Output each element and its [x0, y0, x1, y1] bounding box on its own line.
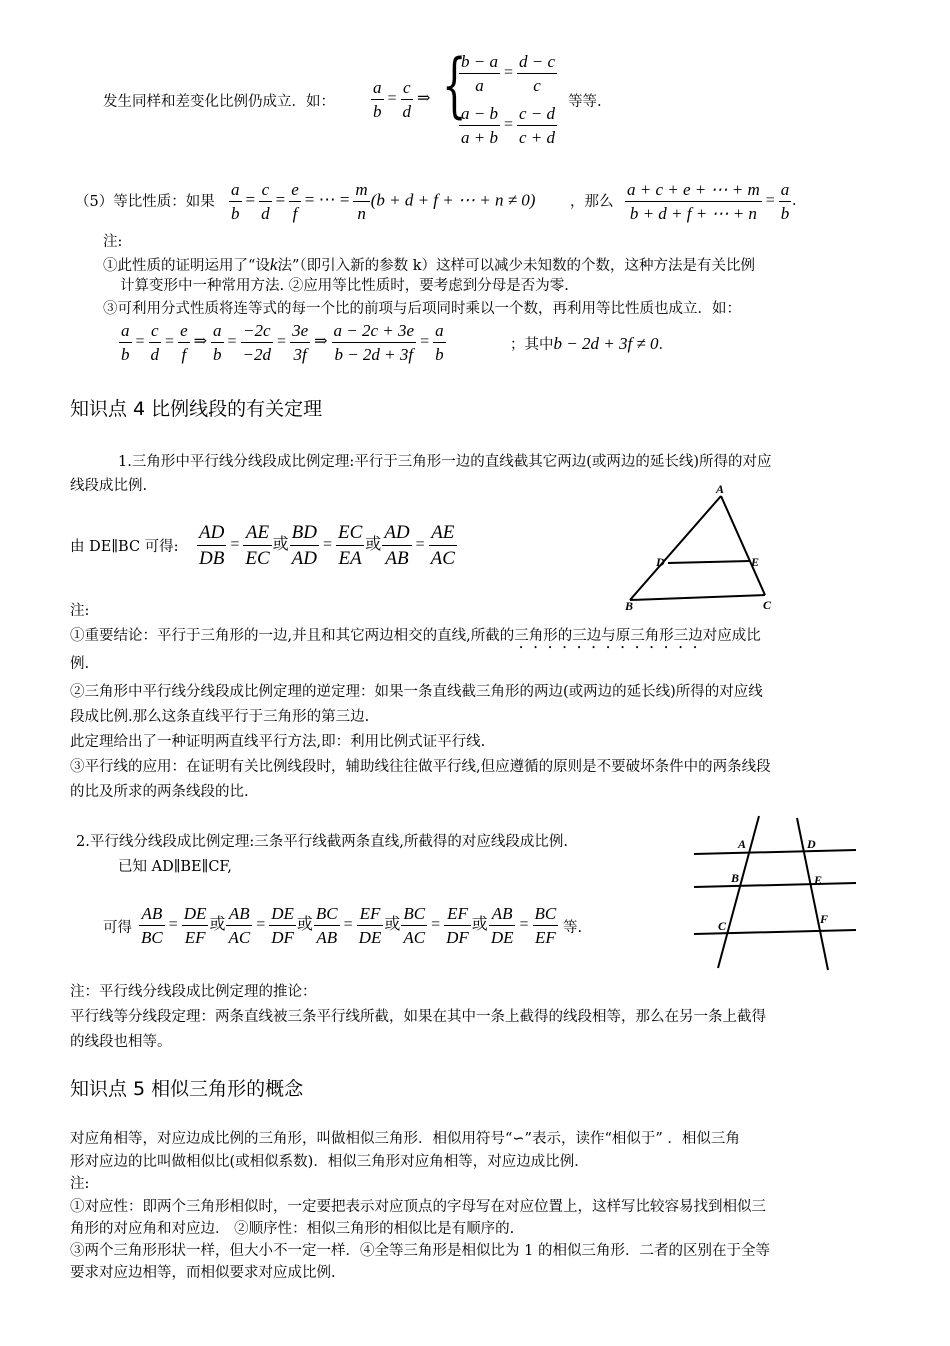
section4-note2: ②三角形中平行线分线段成比例定理的逆定理：如果一条直线截三角形的两边(或两边的延长线)所得的对应线 — [70, 684, 763, 700]
triangle-label-c: C — [763, 598, 772, 612]
theorem1-text: 1.三角形中平行线分线段成比例定理:平行于三角形一边的直线截其它两边(或两边的延长线)所得的对应 — [118, 454, 772, 470]
theorem1-formula: $\frac{AD}{DB}$ = $\frac{AE}{EC}$ 或 $\frac{BD}{AD}$ = $\frac{EC}{EA}$ 或 $\frac{AD}{AB}$ = $\frac{AE}{AC}$ — [199, 522, 455, 569]
triangle-label-b: B — [625, 599, 634, 613]
corollary-line2: 的线段也相等。 — [70, 1034, 172, 1050]
triangle-side-bc — [630, 595, 765, 600]
triangle-label-e: E — [751, 555, 760, 569]
section4-note1: ①重要结论：平行于三角形的一边,并且和其它两边相交的直线,所截的三角形的三边与原三角形三边对应成比 — [70, 628, 761, 644]
prop5-where: ；其中b − 2d + 3f ≠ 0． — [510, 334, 673, 353]
triangle-diagram — [620, 482, 790, 614]
parallel-line-ad — [694, 850, 856, 854]
corollary-text: 平行线等分线段定理：两条直线被三条平行线所截，如果在其中一条上截得的线段相等，那么在另一条上截得 — [70, 1009, 766, 1025]
prop5-note1: ①此性质的证明运用了“设k法”（即引入新的参数 k）这样可以减少未知数的个数，这种方法是有关比例 — [103, 255, 756, 274]
section5-note1-line2: 角形的对应角和对应边． ②顺序性：相似三角形的相似比是有顺序的. — [70, 1221, 515, 1237]
section5-title: 知识点 5 相似三角形的概念 — [70, 1078, 304, 1100]
section5-def: 对应角相等，对应边成比例的三角形，叫做相似三角形．相似用符号“∽”表示，读作“相似于” ．相似三角 — [70, 1131, 740, 1147]
section4-note-label: 注: — [70, 603, 90, 619]
prop5-note-label: 注: — [103, 234, 123, 250]
prop5-label: （5）等比性质：如果 — [75, 194, 215, 210]
parallel-label-b: B — [731, 871, 740, 885]
known-text: 已知 AD∥BE∥CF, — [118, 859, 232, 875]
section5-note1: ①对应性：即两个三角形相似时，一定要把表示对应顶点的字母写在对应位置上，这样写比较容易找到相似三 — [70, 1199, 766, 1215]
section4-note3: ③平行线的应用：在证明有关比例线段时，辅助线往往做平行线,但应遵循的原则是不要破坏条件中的两条线段 — [70, 759, 771, 775]
prop5-example-formula: $\frac{a}{b}$ = $\frac{c}{d}$ = $\frac{e}{f}$ ⇒ $\frac{a}{b}$ = $\frac{-2c}{-2d}$ = $\frac{3e}{3f}$ ⇒ $\frac{a - 2c + 3e}{b - 2d + 3f}$ = $\frac{a}{b}$ — [121, 321, 444, 364]
section4-note2-line2: 段成比例.那么这条直线平行于三角形的第三边. — [70, 709, 370, 725]
section5-note3-line2: 要求对应边相等，而相似要求对应成比例. — [70, 1265, 336, 1281]
parallel-label-f: F — [820, 912, 829, 926]
get-text: 可得 — [103, 920, 132, 936]
section4-note3-line2: 的比及所求的两条线段的比. — [70, 784, 249, 800]
etc-text: 等等. — [568, 94, 602, 110]
theorem2-text: 2.平行线分线段成比例定理:三条平行线截两条直线,所截得的对应线段成比例. — [76, 834, 568, 850]
triangle-side-ab — [630, 496, 721, 600]
section4-note1-line2: 例. — [70, 656, 90, 672]
prop5-note1-line2: 计算变形中一种常用方法. ②应用等比性质时，要考虑到分母是否为零. — [120, 278, 569, 294]
triangle-side-ac — [721, 496, 765, 595]
prop5-note3: ③可利用分式性质将连等式的每一个比的前项与后项同时乘以一个数，再利用等比性质也成立．如： — [103, 301, 741, 317]
section4-note2-line3: 此定理给出了一种证明两直线平行方法,即：利用比例式证平行线. — [70, 734, 486, 750]
triangle-line-de — [668, 561, 750, 563]
parallel-label-e: E — [814, 873, 823, 887]
intro-text: 发生同样和差变化比例仍成立．如： — [103, 94, 335, 110]
parallel-label-c: C — [718, 919, 727, 933]
given-text: 由 DE∥BC 可得: — [70, 539, 179, 555]
etc2-text: 等. — [563, 920, 583, 936]
parallel-line-be — [694, 883, 856, 887]
triangle-label-a: A — [716, 482, 725, 496]
parallel-lines-diagram — [690, 812, 862, 974]
parallel-label-a: A — [738, 837, 747, 851]
section5-def-line2: 形对应边的比叫做相似比(或相似系数)．相似三角形对应角相等，对应边成比例． — [70, 1154, 589, 1170]
triangle-label-d: D — [656, 555, 665, 569]
formula-diff: $\frac{b - a}{a}$ = $\frac{d - c}{c}$ — [461, 52, 556, 95]
prop5-result: $\frac{a + c + e + \cdots + m}{b + d + f + \cdots + n}$ = $\frac{a}{b}$ . — [627, 180, 797, 223]
section5-note3: ③两个三角形形状一样，但大小不一定一样．④全等三角形是相似比为 1 的相似三角形．二者的区别在于全等 — [70, 1243, 770, 1259]
prop5-formula: $\frac{a}{b}$ = $\frac{c}{d}$ = $\frac{e}{f}$ = ⋯ = $\frac{m}{n}$ (b + d + f + ⋯ + n ≠ 0) — [231, 180, 536, 223]
theorem2-formula: $\frac{AB}{BC}$ = $\frac{DE}{EF}$ 或 $\frac{AB}{AC}$ = $\frac{DE}{DF}$ 或 $\frac{BC}{AB}$ = $\frac{EF}{DE}$ 或 $\frac{BC}{AC}$ = $\frac{EF}{DF}$ 或 $\frac{AB}{DE}$ = $\frac{BC}{EF}$ — [141, 904, 557, 947]
formula-sum: $\frac{a - b}{a + b}$ = $\frac{c - d}{c + d}$ — [461, 104, 556, 147]
parallel-label-d: D — [807, 837, 816, 851]
section4-title: 知识点 4 比例线段的有关定理 — [70, 398, 323, 420]
theorem1-line2: 线段成比例. — [70, 478, 148, 494]
brace: { — [442, 44, 467, 126]
formula-ab-cd: $\frac{a}{b}$ = $\frac{c}{d}$ ⇒ — [373, 78, 431, 121]
section5-note-label: 注: — [70, 1176, 90, 1192]
prop5-then: ，那么 — [570, 194, 614, 210]
corollary-label: 注：平行线分线段成比例定理的推论： — [70, 984, 317, 1000]
